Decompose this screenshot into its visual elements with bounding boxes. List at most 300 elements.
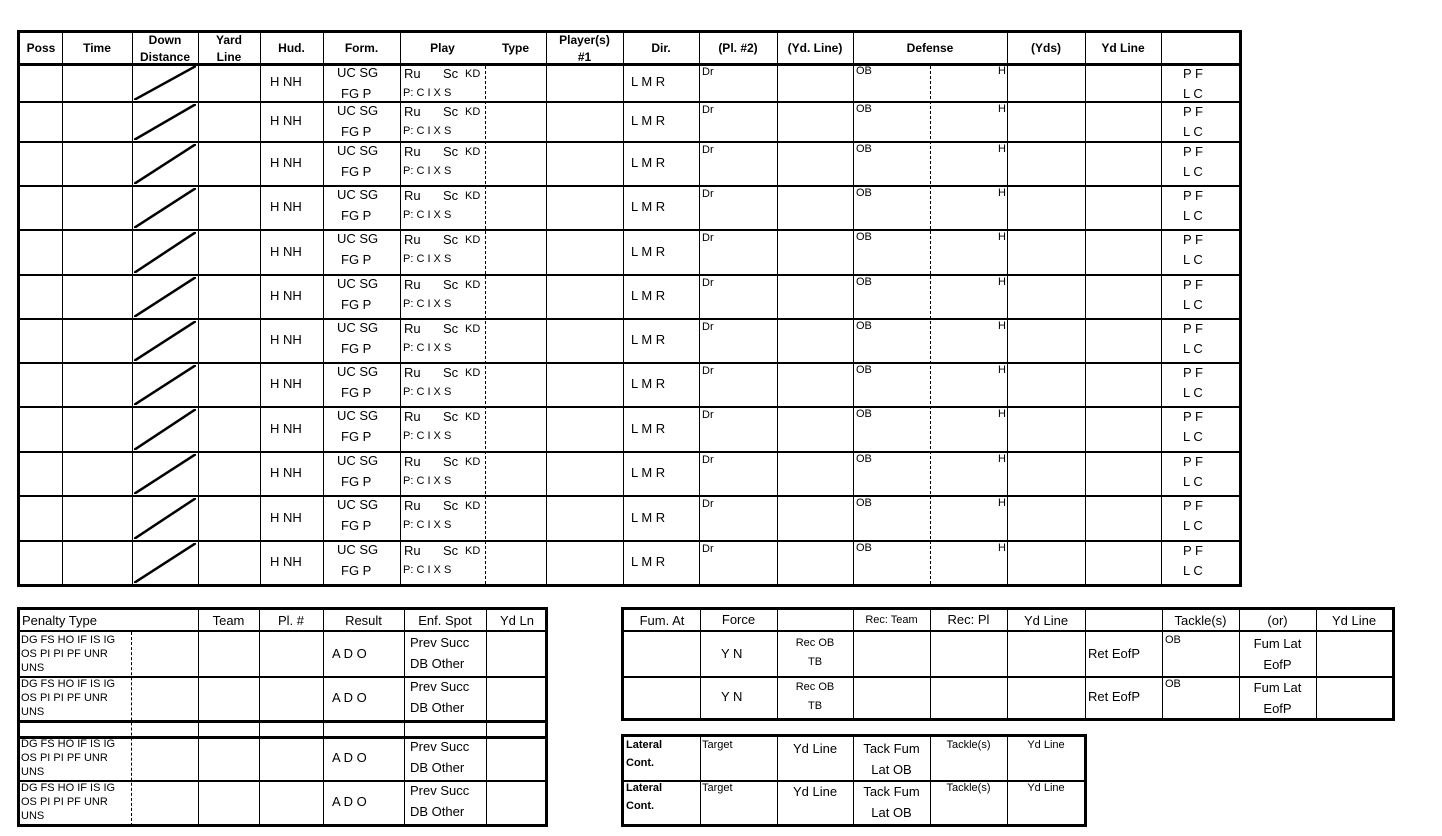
penalty-codes: OS PI PI PF UNR [21,648,108,660]
result-options: A D O [332,794,367,809]
play-scramble: Sc [443,454,459,469]
result-options: P F [1183,66,1203,81]
column-divider [700,610,701,718]
play-kneel: KD [465,500,481,512]
direction-options: L M R [631,74,666,89]
play-scramble: Sc [443,104,459,119]
down-distance-slash [134,321,196,361]
header-recovering-team: Rec: Team [865,614,918,626]
down-distance-slash [134,232,196,273]
header-recovering-player: Rec: Pl [947,612,990,627]
penalty-codes: OS PI PI PF UNR [21,796,108,808]
enforcement-options: Prev Succ [410,739,470,754]
formation-options: FG P [341,341,372,356]
fumble-lateral-options: EofP [1263,657,1292,672]
direction-options: L M R [631,332,666,347]
formation-options: UC SG [337,231,379,246]
play-kneel: KD [465,146,481,158]
formation-options: FG P [341,429,372,444]
fumble-lateral-options: Fum Lat [1253,636,1302,651]
play-scramble: Sc [443,232,459,247]
column-divider [700,737,701,824]
drop-label: Dr [702,498,714,510]
result-options: P F [1183,409,1203,424]
play-run: Ru [404,409,421,424]
direction-options: L M R [631,155,666,170]
play-run: Ru [404,104,421,119]
drop-label: Dr [702,104,714,116]
header-team: Team [212,613,245,628]
tackle-options: Lat OB [871,762,912,777]
fumble-lateral-options: EofP [1263,701,1292,716]
formation-options: FG P [341,124,372,139]
play-scramble: Sc [443,188,459,203]
play-pass-options: P: C I X S [403,165,452,177]
tackle-options: Tack Fum [863,741,920,756]
yard-line-label: Yd Line [1027,739,1065,751]
penalty-codes: UNS [21,767,45,776]
huddle-options: H NH [270,465,302,480]
formation-options: FG P [341,474,372,489]
out-of-bounds-label: OB [856,103,872,115]
result-options: A D O [332,750,367,765]
out-of-bounds-label: OB [856,542,872,554]
formation-options: UC SG [337,320,379,335]
tackle-options: Lat OB [871,805,912,820]
continued-label: Cont. [626,800,655,812]
column-divider [1085,33,1086,584]
direction-options: L M R [631,509,666,525]
play-pass-options: P: C I X S [403,125,452,137]
header-down: Down [148,33,182,47]
play-kneel: KD [465,68,481,80]
result-options: L C [1183,563,1203,578]
down-distance-slash [134,543,196,583]
column-divider [777,33,778,584]
penalty-codes: DG FS HO IF IS IG [21,738,116,750]
play-run: Ru [404,543,421,558]
play-pass-options: P: C I X S [403,253,452,265]
out-of-bounds-label: OB [856,65,872,77]
out-of-bounds-label: OB [856,320,872,332]
play-run: Ru [404,277,421,292]
result-options: P F [1183,498,1203,513]
down-distance-slash [134,277,196,317]
formation-options: FG P [341,252,372,267]
result-options: L C [1183,385,1203,400]
drop-label: Dr [702,543,714,555]
out-of-bounds-label: OB [856,408,872,420]
huddle-options: H NH [270,74,302,89]
formation-options: UC SG [337,143,379,158]
recovery-options: Rec OB [795,681,835,693]
direction-options: L M R [631,243,666,259]
play-pass-options: P: C I X S [403,298,452,310]
drop-label: Dr [702,277,714,289]
hash-label: H [998,276,1006,288]
header-pl2: (Pl. #2) [718,41,758,55]
result-options: L C [1183,297,1203,312]
lateral-label: Lateral [626,782,663,794]
header-enforcement-spot: Enf. Spot [418,613,472,628]
hash-label: H [998,143,1006,155]
formation-options: UC SG [337,103,379,118]
result-options: P F [1183,188,1203,203]
out-of-bounds-label: OB [856,453,872,465]
lateral-label: Lateral [626,739,663,751]
tackle-options: Tack Fum [863,784,920,799]
out-of-bounds-label: OB [856,497,872,509]
result-options: P F [1183,543,1203,558]
play-run: Ru [404,188,421,203]
header-players: Player(s) [559,33,610,47]
play-kneel: KD [465,367,481,379]
lateral-table [621,734,1087,827]
play-pass-options: P: C I X S [403,386,452,398]
penalty-codes: OS PI PI PF UNR [21,752,108,764]
play-run: Ru [404,232,421,247]
column-divider [623,33,624,584]
formation-options: UC SG [337,187,379,202]
out-of-bounds-label: OB [856,276,872,288]
header-yds: (Yds) [1031,41,1061,55]
header-penalty-type: Penalty Type [22,613,97,628]
hash-label: H [998,320,1006,332]
drop-label: Dr [702,454,714,466]
header-rule [20,63,1239,66]
play-run: Ru [404,321,421,336]
down-distance-slash [134,104,196,140]
result-options: P F [1183,144,1203,159]
return-options: Ret EofP [1088,646,1141,661]
huddle-options: H NH [270,554,302,569]
column-divider [198,610,199,824]
header-fumble-at: Fum. At [639,613,685,628]
drop-label: Dr [702,66,714,78]
out-of-bounds-label: OB [1165,634,1181,646]
result-options: L C [1183,124,1203,139]
play-kneel: KD [465,234,481,246]
fumble-table [621,607,1395,721]
force-options: Y N [721,646,743,661]
result-options: L C [1183,208,1203,223]
direction-options: L M R [631,199,666,214]
tackles-label: Tackle(s) [946,782,991,794]
play-scramble: Sc [443,498,459,513]
result-options: P F [1183,232,1203,247]
enforcement-options: Prev Succ [410,679,470,694]
out-of-bounds-label: OB [856,231,872,243]
drop-label: Dr [702,232,714,244]
row-rule [20,720,545,723]
header-play: Play [430,41,455,55]
header-result: Result [345,613,382,628]
row-rule [20,101,1239,103]
header-rule [624,630,1392,632]
header-form: Form. [344,41,379,55]
row-rule [20,318,1239,320]
play-run: Ru [404,66,421,81]
penalty-codes: UNS [21,663,45,672]
column-divider [260,33,261,584]
direction-options: L M R [631,420,666,436]
play-scramble: Sc [443,321,459,336]
hash-label: H [998,187,1006,199]
result-options: L C [1183,429,1203,444]
enforcement-options: DB Other [410,804,465,819]
column-divider [132,33,133,584]
huddle-options: H NH [270,332,302,347]
row-rule [624,780,1084,782]
row-rule [20,362,1239,364]
penalty-code-divider [131,632,132,826]
header-ydline: (Yd. Line) [787,41,843,55]
header-player: Pl. # [277,613,304,628]
header-hud: Hud. [278,41,305,55]
play-scramble: Sc [443,66,459,81]
huddle-options: H NH [270,288,302,303]
enforcement-options: DB Other [410,656,465,671]
formation-options: FG P [341,164,372,179]
formation-options: UC SG [337,65,379,80]
target-label: Target [702,739,733,751]
play-pass-options: P: C I X S [403,519,452,531]
formation-options: UC SG [337,542,379,557]
column-divider [699,33,700,584]
penalty-codes: UNS [21,811,45,820]
out-of-bounds-label: OB [856,143,872,155]
formation-options: FG P [341,86,372,101]
header-player-1: #1 [577,50,592,64]
row-rule [20,451,1239,453]
formation-options: UC SG [337,453,379,468]
formation-options: UC SG [337,408,379,423]
down-distance-slash [134,454,196,494]
hash-label: H [998,497,1006,509]
enforcement-options: DB Other [410,760,465,775]
column-divider [930,610,931,718]
column-divider [853,33,854,584]
direction-options: L M R [631,288,666,303]
continued-label: Cont. [626,757,655,769]
play-run: Ru [404,144,421,159]
result-options: L C [1183,86,1203,101]
drop-label: Dr [702,365,714,377]
row-rule [20,406,1239,408]
return-options: Ret EofP [1088,689,1141,704]
formation-options: UC SG [337,497,379,512]
result-options: P F [1183,321,1203,336]
play-run: Ru [404,454,421,469]
play-scramble: Sc [443,277,459,292]
play-run: Ru [404,365,421,380]
huddle-options: H NH [270,113,302,128]
down-distance-slash [134,66,196,100]
out-of-bounds-label: OB [1165,678,1181,690]
tackles-label: Tackle(s) [946,739,991,751]
column-divider [404,610,405,824]
formation-options: UC SG [337,364,379,379]
penalty-codes: DG FS HO IF IS IG [21,678,116,690]
header-defense: Defense [906,41,954,55]
play-log-grid [17,30,1242,587]
play-kneel: KD [465,190,481,202]
hash-label: H [998,103,1006,115]
header-time: Time [83,41,111,55]
result-options: A D O [332,646,367,661]
header-type: Type [501,41,530,55]
play-pass-options: P: C I X S [403,209,452,221]
column-divider [1007,33,1008,584]
play-pass-options: P: C I X S [403,430,452,442]
huddle-options: H NH [270,199,302,214]
result-options: L C [1183,341,1203,356]
result-options: P F [1183,277,1203,292]
target-label: Target [702,782,733,794]
formation-options: UC SG [337,276,379,291]
header-yard-line-2: Yd Line [1331,613,1377,628]
penalty-codes: DG FS HO IF IS IG [21,634,116,646]
header-dir: Dir. [651,41,671,55]
play-pass-options: P: C I X S [403,475,452,487]
result-options: A D O [332,690,367,705]
hash-label: H [998,364,1006,376]
row-rule [20,274,1239,276]
play-scramble: Sc [443,365,459,380]
formation-options: FG P [341,518,372,533]
column-divider [486,610,487,824]
column-divider [1085,610,1086,718]
down-distance-slash [134,188,196,228]
recovery-options: TB [807,700,823,712]
direction-options: L M R [631,465,666,480]
force-options: Y N [721,689,743,704]
play-pass-options: P: C I X S [403,342,452,354]
header-poss: Poss [26,41,56,55]
defense-divider [930,66,931,584]
play-kneel: KD [465,323,481,335]
hash-label: H [998,542,1006,554]
column-divider [323,610,324,824]
header-distance: Distance [139,50,191,64]
row-rule [20,540,1239,542]
down-distance-slash [134,365,196,405]
header-line: Line [216,50,242,64]
play-kneel: KD [465,545,481,557]
result-options: P F [1183,104,1203,119]
play-run: Ru [404,498,421,513]
header-or: (or) [1267,613,1288,628]
play-pass-options: P: C I X S [403,87,452,99]
header-rule [20,630,545,632]
play-kneel: KD [465,411,481,423]
drop-label: Dr [702,409,714,421]
row-rule [624,676,1392,678]
penalty-codes: UNS [21,707,45,716]
header-yard: Yard [215,33,242,47]
out-of-bounds-label: OB [856,187,872,199]
header-force: Force [721,612,756,627]
direction-options: L M R [631,113,666,128]
column-divider [62,33,63,584]
play-kneel: KD [465,456,481,468]
hash-label: H [998,408,1006,420]
direction-options: L M R [631,554,666,569]
recovery-options: TB [807,656,823,668]
penalty-codes: DG FS HO IF IS IG [21,782,116,794]
fumble-lateral-options: Fum Lat [1253,680,1302,695]
yard-line-label: Yd Line [1027,782,1065,794]
column-divider [853,610,854,718]
row-rule [20,495,1239,497]
result-options: P F [1183,454,1203,469]
play-scramble: Sc [443,144,459,159]
column-divider [198,33,199,584]
column-divider [546,33,547,584]
down-distance-slash [134,409,196,450]
result-options: L C [1183,474,1203,489]
play-scramble: Sc [443,409,459,424]
down-distance-slash [134,498,196,539]
huddle-options: H NH [270,155,302,170]
formation-options: FG P [341,385,372,400]
drop-label: Dr [702,321,714,333]
enforcement-options: Prev Succ [410,783,470,798]
direction-options: L M R [631,376,666,391]
header-ydline2: Yd Line [1101,41,1145,55]
play-pass-options: P: C I X S [403,564,452,576]
hash-label: H [998,231,1006,243]
yard-line-label: Yd Line [792,784,838,799]
row-rule [20,141,1239,143]
header-yard-line: Yd Line [1023,613,1069,628]
enforcement-options: DB Other [410,700,465,715]
result-options: L C [1183,518,1203,533]
out-of-bounds-label: OB [856,364,872,376]
header-yard-line: Yd Ln [500,613,534,628]
result-options: P F [1183,365,1203,380]
play-kneel: KD [465,106,481,118]
enforcement-options: Prev Succ [410,635,470,650]
result-options: L C [1183,252,1203,267]
column-divider [259,610,260,824]
column-divider [1161,33,1162,584]
result-options: L C [1183,164,1203,179]
hash-label: H [998,65,1006,77]
header-tackles: Tackle(s) [1174,613,1227,628]
huddle-options: H NH [270,509,302,525]
play-type-divider [485,66,486,584]
huddle-options: H NH [270,420,302,436]
column-divider [323,33,324,584]
column-divider [400,33,401,584]
yard-line-label: Yd Line [792,741,838,756]
play-scramble: Sc [443,543,459,558]
down-distance-slash [134,144,196,184]
huddle-options: H NH [270,243,302,259]
formation-options: FG P [341,297,372,312]
formation-options: FG P [341,563,372,578]
penalty-table [17,607,548,827]
drop-label: Dr [702,144,714,156]
row-rule [20,229,1239,231]
play-kneel: KD [465,279,481,291]
recovery-options: Rec OB [795,637,835,649]
drop-label: Dr [702,188,714,200]
formation-options: FG P [341,208,372,223]
huddle-options: H NH [270,376,302,391]
row-rule [20,185,1239,187]
